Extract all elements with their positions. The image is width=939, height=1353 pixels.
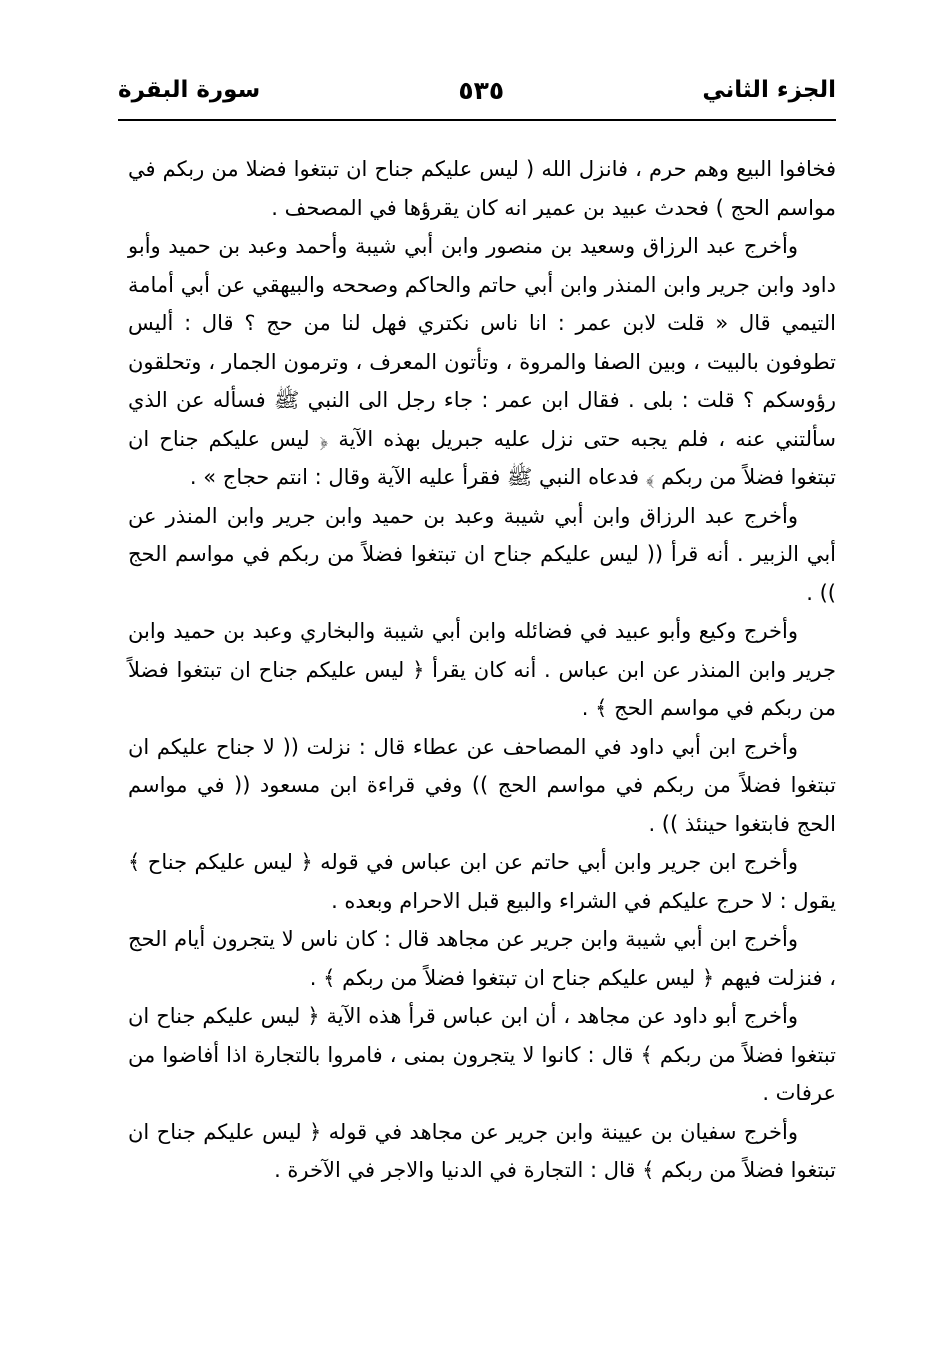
header-rule [118, 119, 836, 121]
paragraph: وأخرج ابن أبي داود في المصاحف عن عطاء قال : نزلت (( لا جناح عليكم ان تبتغوا فضلاً من ربكم في مواسم الحج )) وفي قراءة ابن مسعود (( في مواسم الحج فابتغوا حينئذ )) . [128, 734, 836, 836]
paragraph: وأخرج عبد الرزاق وابن أبي شيبة وعبد بن حميد وابن جرير وابن المنذر عن أبي الزبير . أنه قرأ (( ليس عليكم جناح ان تبتغوا فضلاً من ربكم في مواسم الحج )) . [128, 503, 836, 605]
surah-label: سورة البقرة [118, 77, 261, 103]
page-number: ٥٣٥ [458, 75, 505, 105]
paragraph: وأخرج ابن أبي شيبة وابن جرير عن مجاهد قال : كان ناس لا يتجرون أيام الحج ، فنزلت فيهم ﴿ ليس عليكم جناح ان تبتغوا فضلاً من ربكم ﴾ . [128, 927, 836, 990]
paragraph: وأخرج ابن جرير وابن أبي حاتم عن ابن عباس في قوله ﴿ ليس عليكم جناح ﴾ يقول : لا حرج عليكم في الشراء والبيع قبل الاحرام وبعده . [128, 850, 836, 913]
paragraph: وأخرج أبو داود عن مجاهد ، أن ابن عباس قرأ هذه الآية ﴿ ليس عليكم جناح ان تبتغوا فضلاً من ربكم ﴾ قال : كانوا لا يتجرون بمنى ، فامروا بالتجارة اذا أفاضوا من عرفات . [128, 1004, 836, 1105]
paragraph: فخافوا البيع وهم حرم ، فانزل الله ( ليس عليكم جناح ان تبتغوا فضلا من ربكم في مواسم الحج ) فحدث عبيد بن عمير انه كان يقرؤها في المصحف . [128, 157, 836, 220]
paragraph: وأخرج سفيان بن عيينة وابن جرير عن مجاهد في قوله ﴿ ليس عليكم جناح ان تبتغوا فضلاً من ربكم ﴾ قال : التجارة في الدنيا والاجر في الآخرة . [128, 1119, 836, 1182]
running-header [118, 68, 836, 112]
paragraph: وأخرج وكيع وأبو عبيد في فضائله وابن أبي شيبة والبخاري وعبد بن حميد وابن جرير وابن المنذر عن ابن عباس . أنه كان يقرأ ﴿ ليس عليكم جناح ان تبتغوا فضلاً من ربكم في مواسم الحج ﴾ . [128, 619, 836, 720]
body-text [128, 150, 836, 1190]
volume-label: الجزء الثاني [702, 77, 836, 103]
paragraph: وأخرج عبد الرزاق وسعيد بن منصور وابن أبي شيبة وأحمد وعبد بن حميد وأبو داود وابن جرير وابن المنذر وابن أبي حاتم والحاكم وصححه والبيهقي عن أبي أمامة التيمي قال « قلت لابن عمر : انا ناس نكتري فهل لنا من حج ؟ قال : أليس تطوفون بالبيت ، وبين الصفا والمروة ، وتأتون المعرف ، وترمون الجمار ، وتحلقون رؤوسكم ؟ قلت : بلى . فقال ابن عمر : جاء رجل الى النبي ﷺ فسأله عن الذي سألتني عنه ، فلم يجبه حتى نزل عليه جبريل بهذه الآية ﴿ ليس عليكم جناح ان تبتغوا فضلاً من ربكم ﴾ فدعاه النبي ﷺ فقرأ عليه الآية وقال : انتم حجاج » . [128, 234, 836, 489]
